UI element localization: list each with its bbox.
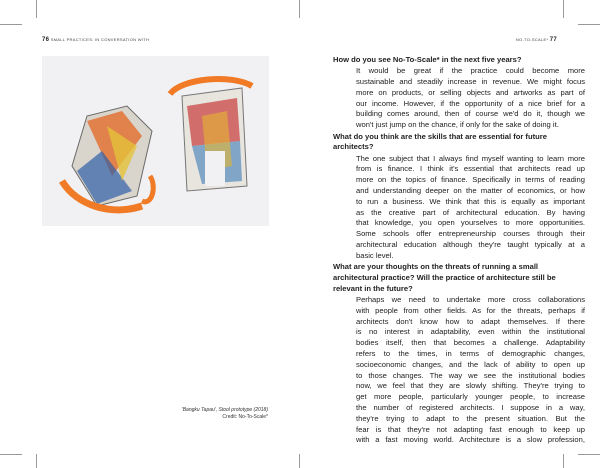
answer-line: to run a business. We think that this is equally as important <box>356 196 585 206</box>
answer-line: architectural education although they're taught typically at a <box>356 240 585 250</box>
answer-line: to those changes. The way we see the institutional bodies <box>356 370 585 380</box>
answer-line: won't just jump on the chance, if only for the sake of doing it. <box>356 120 559 130</box>
answer-line: It would be great if the practice could become more <box>356 66 585 76</box>
answer-line: get more people, particularly younger people, to increase <box>356 392 585 402</box>
question-line: relevant in the future? <box>333 283 413 293</box>
crop-mark <box>563 454 564 468</box>
question-line: architects? <box>333 142 374 152</box>
answer-line: our income. However, if the opportunity of a nice brief for a <box>356 98 585 108</box>
question-line: What do you think are the skills that are essential for future <box>333 131 547 141</box>
answer-line: Perhaps we need to undertake more cross collaborations <box>356 295 585 305</box>
answer-line: with people from other fields. As for the threats, perhaps if <box>356 305 585 315</box>
crop-mark <box>563 0 564 18</box>
question-line: What are your thoughts on the threats of running a small <box>333 262 539 272</box>
stool-left <box>62 106 153 210</box>
answer-line: and understanding deeper on the matter of economics, or how <box>356 186 585 196</box>
running-title: SMALL PRACTICES: IN CONVERSATION WITH <box>50 37 150 42</box>
answer-line: more on the topics of finance. Specifically in terms of reading <box>356 175 585 185</box>
answer-line: The one subject that I always find myself wanting to learn more <box>356 153 585 163</box>
crop-mark <box>299 454 300 468</box>
answer <box>356 154 585 262</box>
crop-mark <box>0 454 22 455</box>
question <box>333 55 585 66</box>
answer-line: the number of registered architects. I suppose in a way, <box>356 403 585 413</box>
caption-title: 'Bangku Tapau', Stool prototype (2018) <box>181 407 268 413</box>
answer-line: socioeconomic changes, and the lack of ability to open up <box>356 359 585 369</box>
page-number: 76 <box>42 37 50 43</box>
answer-line: now, we feel that they are slowly shifting. They're trying to <box>356 381 585 391</box>
question <box>333 262 585 294</box>
answer-line: they're trying to adapt to the present situation. But the <box>356 413 585 423</box>
caption-credit: Credit: No-To-Scale* <box>222 413 268 420</box>
answer-line: basic level. <box>356 250 394 260</box>
answer-line: architects don't know how to adapt themselves. If there <box>356 316 585 326</box>
crop-mark <box>578 454 600 455</box>
question <box>333 132 585 154</box>
answer-line: Some schools offer entrepreneurship courses through their <box>356 229 585 239</box>
answer-line: refers to the times, in terms of demographic changes, <box>356 349 585 359</box>
photo-caption <box>130 407 268 420</box>
crop-mark <box>578 24 600 25</box>
crop-mark <box>299 0 300 18</box>
crop-mark <box>36 454 37 468</box>
page-number: 77 <box>549 37 557 43</box>
answer-line: as the creative part of architectural education. By having <box>356 207 585 217</box>
stool-photo <box>42 56 269 226</box>
question-line: architectural practice? Will the practice of architecture still be <box>333 272 556 282</box>
question-line: How do you see No-To-Scale* in the next five years? <box>333 55 522 64</box>
stool-right <box>170 79 252 191</box>
answer-line: that knowledge, you open yourselves to more opportunities. <box>356 218 585 228</box>
right-running-header <box>516 37 557 43</box>
crop-mark <box>0 24 22 25</box>
crop-mark <box>36 0 37 18</box>
answer-line: with a fast moving world. Architecture is a slow profession, <box>356 435 585 445</box>
answer-line: building comes around, then of course we'd do it, though we <box>356 109 585 119</box>
answer <box>356 295 585 446</box>
answer-line: more on products, or selling objects and artworks as part of <box>356 87 585 97</box>
answer-line: from is finance. I think it's essential that architects read up <box>356 164 585 174</box>
answer <box>356 66 585 131</box>
answer-line: bodies itself, then that becomes a challenge. Adaptability <box>356 338 585 348</box>
running-title: NO-TO-SCALE* <box>515 37 549 42</box>
answer-line: fear is that they're not adapting fast enough to keep up <box>356 424 585 434</box>
answer-line: sustainable and steadily increase in revenue. We might focus <box>356 77 585 87</box>
left-running-header <box>42 37 149 43</box>
answer-line: is no interest in adaptability, even within the institutional <box>356 327 585 337</box>
